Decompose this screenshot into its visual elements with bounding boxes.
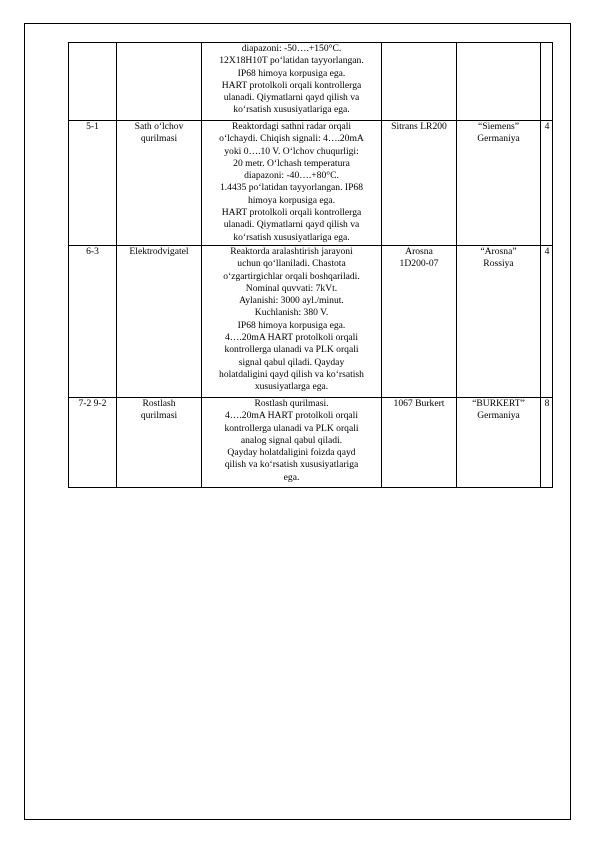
position-cell: 7-2 9-2: [69, 398, 117, 488]
description-line: 1.4435 po‘latidan tayyorlangan. IP68: [219, 182, 364, 194]
table-row: [69, 43, 553, 121]
equipment-specification-table: [68, 42, 553, 488]
description-line: 4….20mA HART protolkoli orqali: [224, 410, 359, 422]
description-line: 12X18H10T po‘latidan tayyorlangan.: [219, 55, 364, 67]
manufacturer-line: Germaniya: [477, 410, 520, 422]
model-line: Arosna: [405, 246, 433, 257]
position-cell: 6-3: [69, 246, 117, 398]
description-line: kontrollerga ulanadi va PLK orqali: [224, 422, 359, 434]
description-line: IP68 himoya korpusiga ega.: [237, 319, 346, 331]
description-line: yoki 0….10 V. O‘lchov chuqurligi:: [224, 145, 359, 157]
model-cell: [382, 121, 457, 246]
description-line: signal qabul qiladi. Qayday: [238, 356, 345, 368]
device-name-line: qurilmasi: [140, 410, 178, 422]
device-name-cell: [117, 246, 202, 398]
manufacturer-cell: [457, 246, 541, 398]
position-cell: 5-1: [69, 121, 117, 246]
table-row: [69, 246, 553, 398]
description-line: holatdaligini qayd qilish va ko‘rsatish: [219, 368, 364, 380]
description-line: Reaktorda aralashtirish jarayoni: [230, 246, 353, 257]
description-cell: [202, 121, 382, 246]
description-line: Kuchlanish: 380 V.: [254, 307, 329, 319]
model-cell: [382, 246, 457, 398]
model-cell: [382, 398, 457, 488]
manufacturer-line: “BURKERT”: [472, 398, 525, 409]
device-name-line: Elektrodvigatel: [129, 246, 189, 257]
description-line: Rostlash qurilmasi.: [254, 398, 329, 409]
manufacturer-line: “Siemens”: [477, 121, 520, 132]
description-line: o‘zgartirgichlar orqali boshqariladi.: [223, 270, 360, 282]
model-line: 1D200-07: [399, 258, 439, 270]
description-line: kontrollerga ulanadi va PLK orqali: [224, 344, 359, 356]
description-line: diapazoni: -40….+80°C.: [244, 170, 339, 182]
device-name-line: Rostlash: [142, 398, 176, 409]
description-line: ulanadi. Qiymatlarni qayd qilish va: [223, 219, 360, 231]
manufacturer-line: Rossiya: [483, 258, 514, 270]
device-name-line: Sath o‘lchov: [134, 121, 184, 132]
device-name-line: qurilmasi: [140, 133, 178, 145]
description-line: IP68 himoya korpusiga ega.: [237, 67, 346, 79]
device-name-cell: [117, 43, 202, 121]
manufacturer-cell: [457, 43, 541, 121]
description-line: Reaktordagi sathni radar orqali: [231, 121, 352, 132]
table-row: [69, 398, 553, 488]
manufacturer-cell: [457, 121, 541, 246]
description-line: analog signal qabul qiladi.: [240, 434, 343, 446]
description-line: diapazoni: -50….+150°C.: [241, 43, 342, 54]
model-cell: [382, 43, 457, 121]
description-cell: [202, 246, 382, 398]
description-line: uchun qo‘llaniladi. Chastota: [237, 258, 346, 270]
description-line: ega.: [283, 471, 300, 483]
description-line: HART protolkoli orqali kontrollerga: [221, 79, 362, 91]
description-line: HART protolkoli orqali kontrollerga: [221, 207, 362, 219]
manufacturer-cell: [457, 398, 541, 488]
model-line: 1067 Burkert: [393, 398, 445, 409]
device-name-cell: [117, 121, 202, 246]
description-line: himoya korpusiga ega.: [247, 194, 336, 206]
description-line: xususiyatlarga ega.: [254, 381, 329, 393]
description-line: o‘lchaydi. Chiqish signali: 4….20mA: [219, 133, 364, 145]
device-name-cell: [117, 398, 202, 488]
description-line: 4….20mA HART protolkoli orqali: [224, 332, 359, 344]
description-line: 20 metr. O‘lchash temperatura: [233, 157, 350, 169]
description-line: qilish va ko‘rsatish xususiyatlariga: [224, 459, 359, 471]
quantity-cell: 8: [541, 398, 553, 488]
description-line: Aylanishi: 3000 ayl./minut.: [239, 295, 344, 307]
model-line: Sitrans LR200: [391, 121, 447, 132]
manufacturer-line: Germaniya: [477, 133, 520, 145]
manufacturer-line: “Arosna”: [480, 246, 517, 257]
description-cell: [202, 43, 382, 121]
description-line: Qayday holatdaligini foizda qayd: [227, 447, 356, 459]
description-line: ko‘rsatish xususiyatlariga ega.: [233, 104, 350, 116]
quantity-cell: 4: [541, 246, 553, 398]
description-line: Nominal quvvati: 7kVt.: [245, 282, 338, 294]
quantity-cell: 4: [541, 121, 553, 246]
table-row: [69, 121, 553, 246]
description-line: ko‘rsatish xususiyatlariga ega.: [233, 231, 350, 243]
description-cell: [202, 398, 382, 488]
quantity-cell: [541, 43, 553, 121]
position-cell: [69, 43, 117, 121]
description-line: ulanadi. Qiymatlarni qayd qilish va: [223, 92, 360, 104]
